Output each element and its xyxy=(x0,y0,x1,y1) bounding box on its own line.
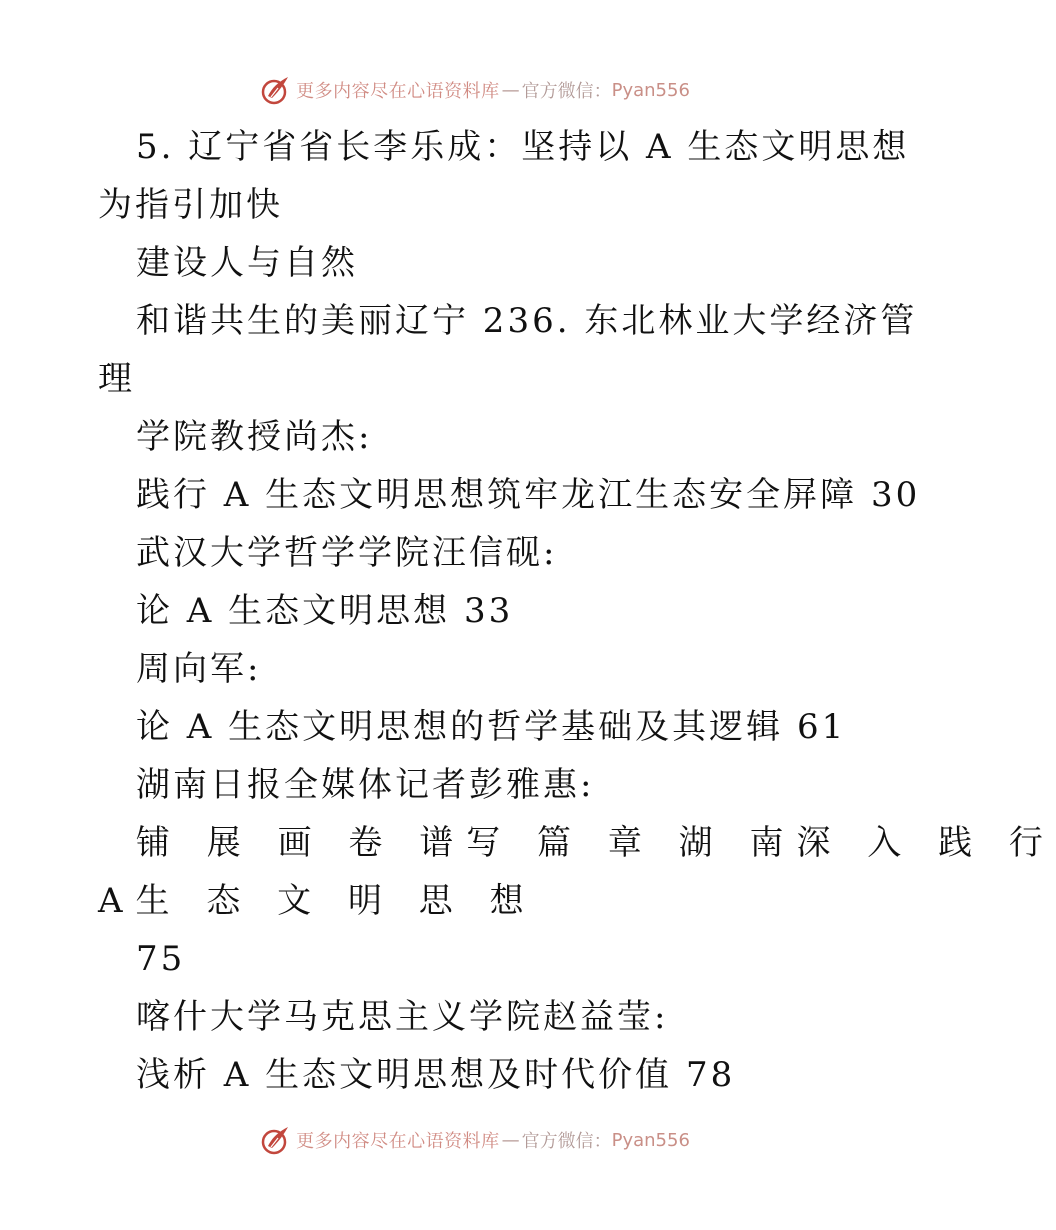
text-line: 建设人与自然 xyxy=(136,243,358,283)
text-line: 周向军: xyxy=(136,649,262,689)
text-line: 为指引加快 xyxy=(98,185,283,225)
quill-logo-icon xyxy=(260,74,292,106)
text-line: 践行 A 生态文明思想筑牢龙江生态安全屏障 30 xyxy=(136,475,921,515)
watermark-wechat-label: 官方微信： xyxy=(521,1131,612,1152)
header-watermark xyxy=(0,70,950,110)
text-line: 浅析 A 生态文明思想及时代价值 78 xyxy=(136,1055,736,1095)
watermark-site-text: 更多内容尽在心语资料库 xyxy=(296,81,500,102)
quill-logo-icon xyxy=(260,1124,292,1156)
text-line: A生 态 文 明 思 想 xyxy=(98,881,537,921)
text-line: 喀什大学马克思主义学院赵益莹: xyxy=(136,997,669,1037)
watermark-wechat-handle: Pyan556 xyxy=(611,1129,690,1151)
text-line: 武汉大学哲学学院汪信砚: xyxy=(136,533,558,573)
document-body xyxy=(98,118,1056,1104)
text-line: 和谐共生的美丽辽宁 236. 东北林业大学经济管 xyxy=(136,301,918,341)
text-line: 5. 辽宁省省长李乐成：坚持以 A 生态文明思想 xyxy=(136,127,910,167)
text-line: 理 xyxy=(98,359,135,399)
watermark-wechat-label: 官方微信： xyxy=(521,81,612,102)
text-line: 75 xyxy=(136,939,186,979)
footer-watermark xyxy=(0,1120,950,1160)
text-line: 论 A 生态文明思想 33 xyxy=(136,591,514,631)
text-line: 铺 展 画 卷 谱写 篇 章 湖 南深 入 践 行 xyxy=(136,823,1056,863)
watermark-wechat-handle: Pyan556 xyxy=(611,79,690,101)
text-line: 湖南日报全媒体记者彭雅惠: xyxy=(136,765,595,805)
text-line: 学院教授尚杰: xyxy=(136,417,373,457)
watermark-separator: — xyxy=(501,79,520,101)
text-line: 论 A 生态文明思想的哲学基础及其逻辑 61 xyxy=(136,707,847,747)
watermark-site-text: 更多内容尽在心语资料库 xyxy=(296,1131,500,1152)
watermark-separator: — xyxy=(501,1129,520,1151)
